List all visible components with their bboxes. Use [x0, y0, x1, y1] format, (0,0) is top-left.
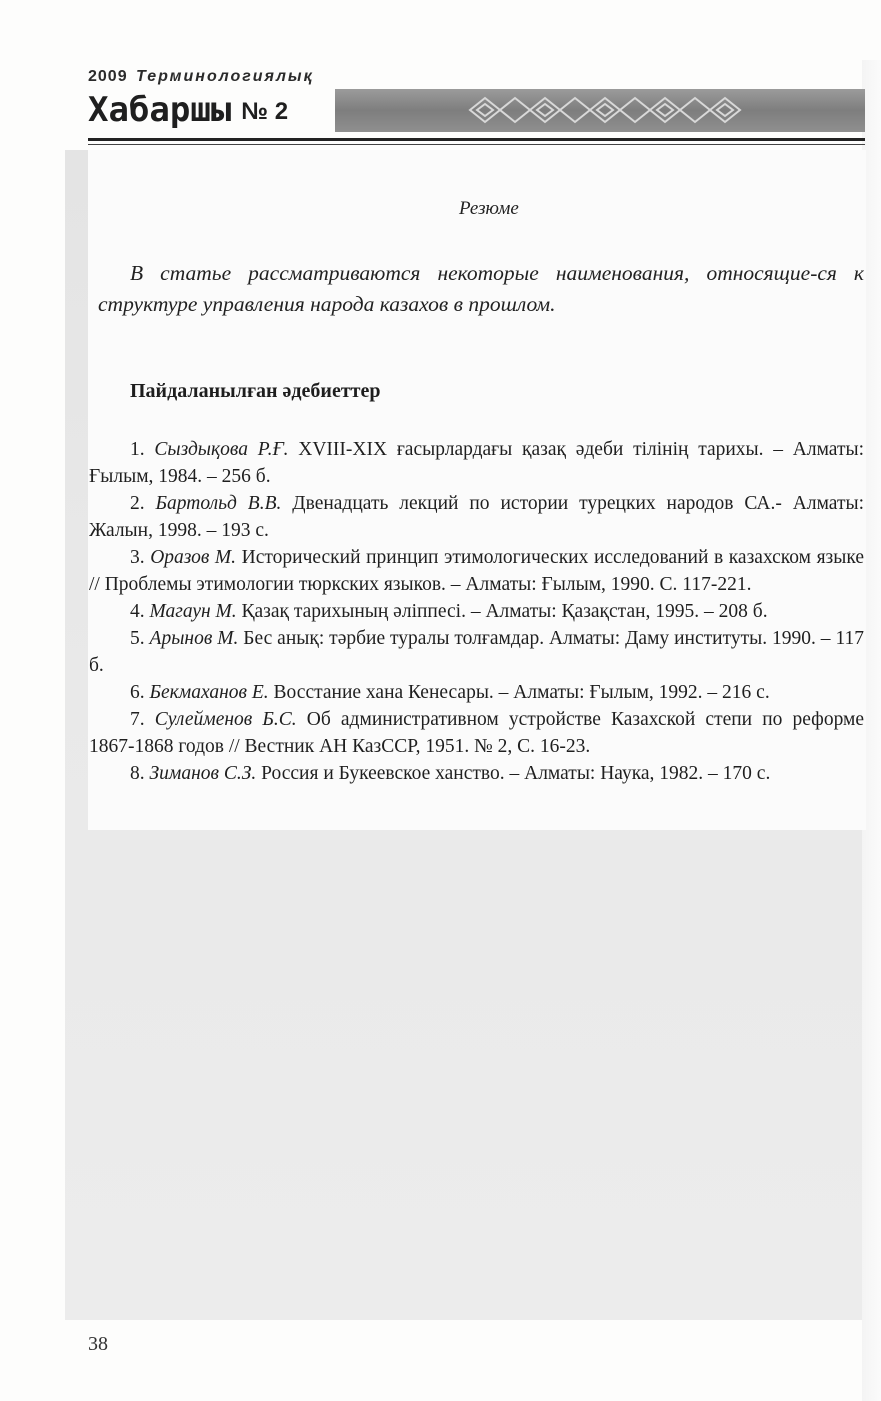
- reference-text: Россия и Букеевское ханство. – Алматы: Наука, 1982. – 170 с.: [261, 763, 771, 784]
- header-journal-main: Хабаршы: [88, 90, 232, 130]
- reference-text: Двенадцать лекций по истории турецких народов СА.- Алматы: Жалын, 1998. – 193 с.: [89, 493, 864, 541]
- reference-author: Сулейменов Б.С.: [154, 709, 297, 730]
- reference-item: 3. Оразов М. Исторический принцип этимологических исследований в казахском языке // Проблемы этимологии тюркских языков. – Алматы: Ғылым, 1990. С. 117-221.: [89, 547, 864, 595]
- reference-author: Зиманов С.З.: [149, 763, 257, 784]
- reference-author: Сыздықова Р.Ғ.: [154, 439, 289, 460]
- reference-text: XVIII-XIX ғасырлардағы қазақ әдеби тілінің тарихы. – Алматы: Ғылым, 1984. – 256 б.: [89, 439, 864, 487]
- reference-text: Бес анық: тәрбие туралы толғамдар. Алматы: Даму институты. 1990. – 117 б.: [89, 628, 864, 676]
- reference-text: Об административном устройстве Казахской степи по реформе 1867-1868 годов // Вестник АН КазССР, 1951. № 2, С. 16-23.: [89, 709, 865, 757]
- reference-item: 5. Арынов М. Бес анық: тәрбие туралы толғамдар. Алматы: Даму институты. 1990. – 117 б.: [89, 628, 864, 676]
- reference-item: 8. Зиманов С.З. Россия и Букеевское ханство. – Алматы: Наука, 1982. – 170 с.: [130, 763, 771, 784]
- reference-item: 1. Сыздықова Р.Ғ. XVIII-XIX ғасырлардағы қазақ әдеби тілінің тарихы. – Алматы: Ғылым, 1984. – 256 б.: [89, 439, 864, 487]
- reference-text: Қазақ тарихының әліппесі. – Алматы: Қазақстан, 1995. – 208 б.: [241, 601, 768, 622]
- header-year: 2009: [88, 68, 128, 85]
- reference-item: 7. Сулейменов Б.С. Об административном устройстве Казахской степи по реформе 1867-1868 годов // Вестник АН КазССР, 1951. № 2, С. 16-23.: [89, 709, 865, 757]
- page-number: 38: [88, 1333, 108, 1355]
- reference-item: 4. Магаун М. Қазақ тарихының әліппесі. – Алматы: Қазақстан, 1995. – 208 б.: [130, 601, 768, 622]
- journal-title: [88, 88, 288, 132]
- header-rule-thin: [88, 144, 865, 145]
- header-journal-top: Терминологиялық: [136, 68, 314, 85]
- resume-title: Резюме: [459, 198, 519, 219]
- reference-author: Арынов М.: [149, 628, 239, 649]
- reference-author: Магаун М.: [149, 601, 237, 622]
- reference-item: 6. Бекмаханов Е. Восстание хана Кенесары. – Алматы: Ғылым, 1992. – 216 с.: [130, 682, 770, 703]
- reference-author: Оразов М.: [150, 547, 237, 568]
- references-list: [89, 436, 864, 787]
- running-header: [88, 68, 314, 86]
- header-rule: [88, 138, 865, 141]
- ornament-band: [335, 89, 865, 132]
- ornament-icon: [465, 93, 755, 128]
- reference-text: Восстание хана Кенесары. – Алматы: Ғылым, 1992. – 216 с.: [273, 682, 770, 703]
- references-heading: Пайдаланылған әдебиеттер: [130, 380, 381, 402]
- reference-item: 2. Бартольд В.В. Двенадцать лекций по истории турецких народов СА.- Алматы: Жалын, 1998. – 193 с.: [89, 493, 864, 541]
- reference-text: Исторический принцип этимологических исследований в казахском языке // Проблемы этимологии тюркских языков. – Алматы: Ғылым, 1990. С. 117-221.: [89, 547, 864, 595]
- reference-author: Бекмаханов Е.: [149, 682, 269, 703]
- summary-paragraph: В статье рассматриваются некоторые наименования, относящие-ся к структуре управления народа казахов в прошлом.: [98, 261, 864, 316]
- reference-author: Бартольд В.В.: [155, 493, 282, 514]
- issue-number: № 2: [241, 98, 289, 125]
